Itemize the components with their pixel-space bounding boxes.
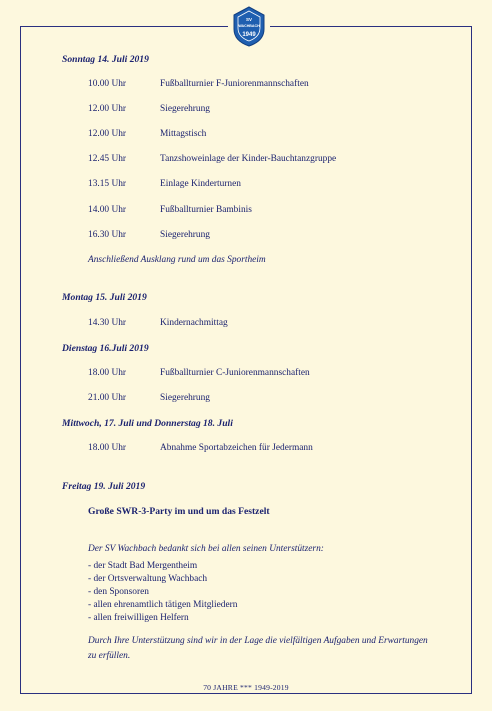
entry-time: 18.00 Uhr [88,443,127,453]
entry-description: Siegerehrung [160,393,210,403]
supporter-item: - den Sponsoren [88,587,149,597]
supporter-item: - der Ortsverwaltung Wachbach [88,574,208,584]
entry-description: Fußballturnier Bambinis [160,205,252,215]
footer-anniversary: 70 JAHRE *** 1949-2019 [203,683,289,692]
svg-text:SV: SV [245,17,253,22]
entry-time: 13.15 Uhr [88,179,127,189]
svg-text:WACHBACH: WACHBACH [238,24,260,28]
supporter-item: - allen freiwilligen Helfern [88,613,189,623]
entry-description: Kindernachmittag [160,318,228,328]
entry-description: Fußballturnier C-Juniorenmannschaften [160,368,310,378]
entry-time: 21.00 Uhr [88,393,127,403]
supporter-item: - der Stadt Bad Mergentheim [88,561,198,571]
party-event: Große SWR-3-Party im und um das Festzelt [88,506,270,517]
entry-time: 12.00 Uhr [88,104,127,114]
sunday-closing-note: Anschließend Ausklang rund um das Sportheim [88,255,266,265]
day-heading-monday: Montag 15. Juli 2019 [62,292,147,303]
day-heading-sunday: Sonntag 14. Juli 2019 [62,54,149,65]
entry-description: Siegerehrung [160,230,210,240]
thanks-intro: Der SV Wachbach bedankt sich bei allen seinen Unterstützern: [88,544,324,554]
entry-time: 14.00 Uhr [88,205,127,215]
thanks-closing: Durch Ihre Unterstützung sind wir in der Lage die vielfältigen Aufgaben und Erwartungen zu erfüllen. [88,636,428,661]
entry-description: Tanzshoweinlage der Kinder-Bauchtanzgruppe [160,154,337,164]
entry-description: Fußballturnier F-Juniorenmannschaften [160,79,309,89]
day-heading-friday: Freitag 19. Juli 2019 [62,481,146,492]
day-heading-wednesday-thursday: Mittwoch, 17. Juli und Donnerstag 18. Juli [62,418,233,429]
entry-description: Abnahme Sportabzeichen für Jedermann [160,443,313,453]
entry-time: 10.00 Uhr [88,79,127,89]
entry-time: 14.30 Uhr [88,318,127,328]
supporter-item: - allen ehrenamtlich tätigen Mitgliedern [88,600,238,610]
entry-time: 12.45 Uhr [88,154,127,164]
entry-time: 18.00 Uhr [88,368,127,378]
entry-time: 16.30 Uhr [88,230,127,240]
svg-text:1949: 1949 [242,32,256,38]
entry-time: 12.00 Uhr [88,129,127,139]
entry-description: Mittagstisch [160,129,207,139]
day-heading-tuesday: Dienstag 16.Juli 2019 [62,343,149,354]
entry-description: Siegerehrung [160,104,210,114]
entry-description: Einlage Kinderturnen [160,179,241,189]
